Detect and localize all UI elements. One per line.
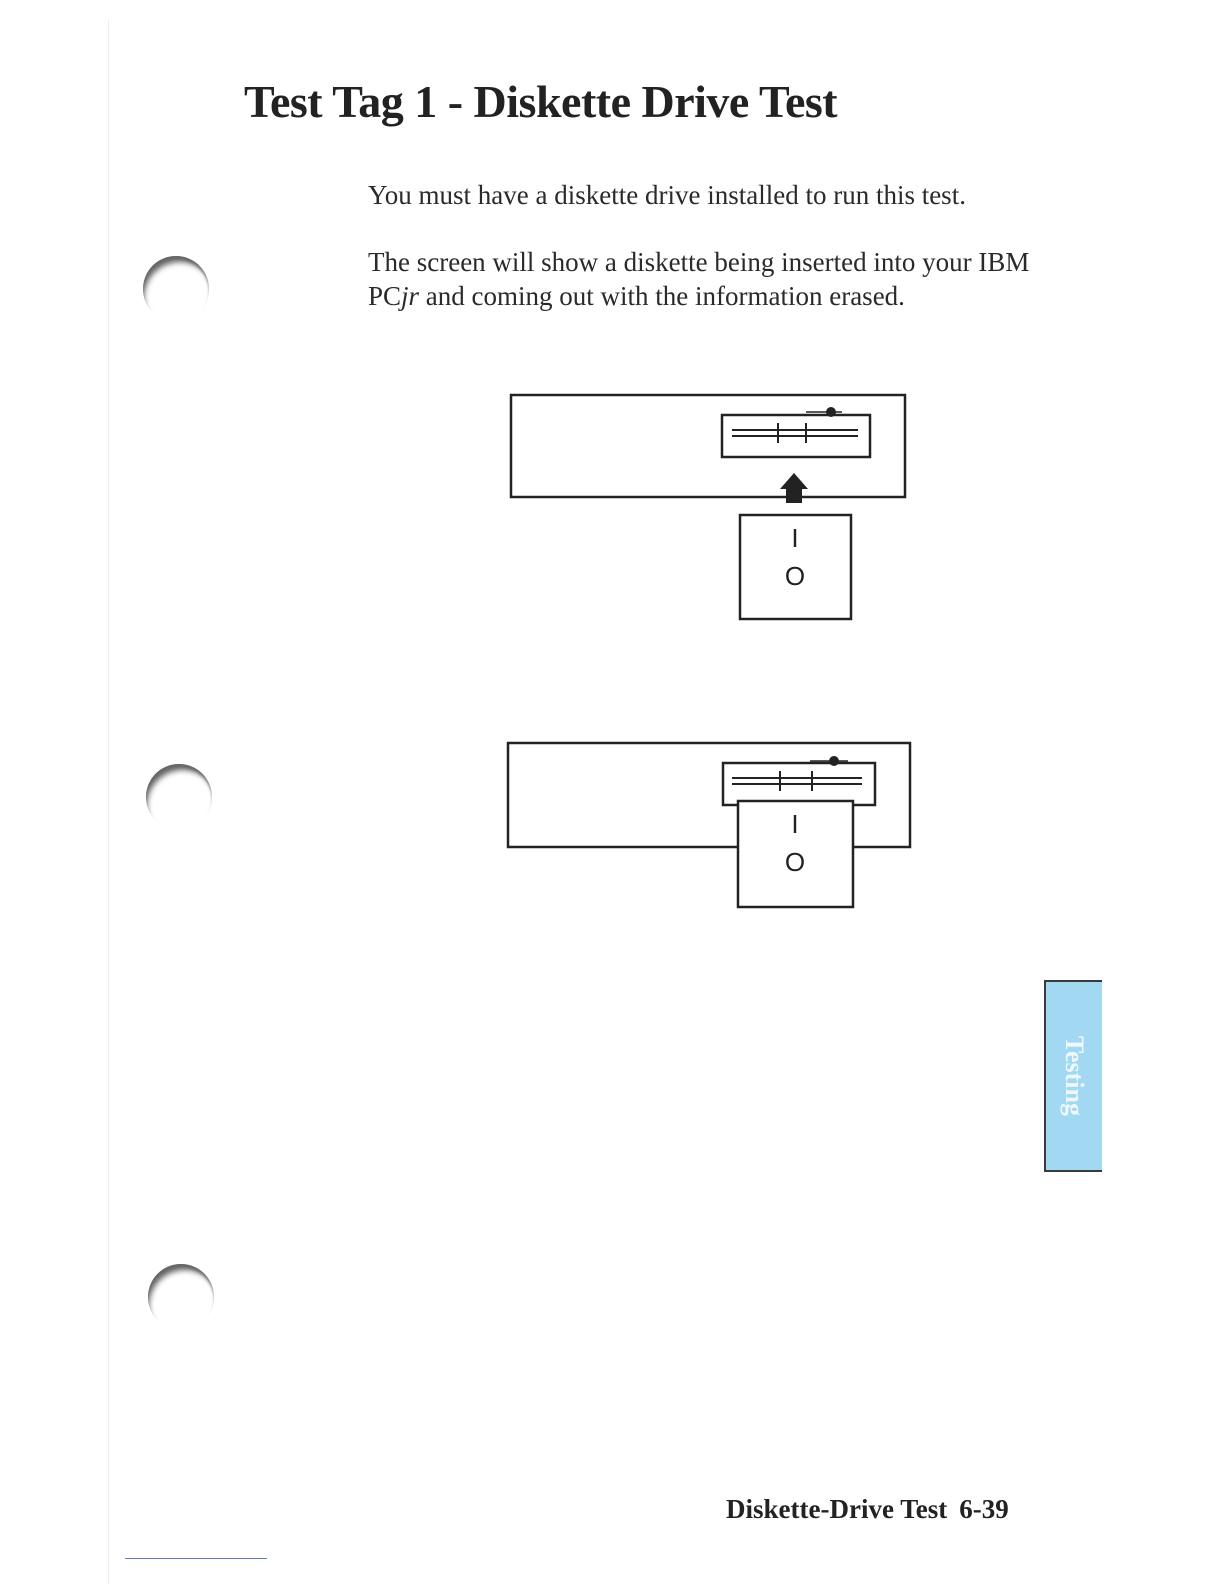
- description-text-end: and coming out with the information erased.: [419, 281, 905, 311]
- description-text-start: The screen will show a diskette being inserted into your IBM PC: [368, 247, 1030, 311]
- description-text-italic: jr: [401, 281, 420, 311]
- diskette-label-top: I: [791, 523, 799, 553]
- section-tab: [1044, 980, 1102, 1172]
- description-paragraph: [368, 245, 1068, 313]
- page-title: Test Tag 1 - Diskette Drive Test: [244, 76, 838, 127]
- diskette-label-top: I: [791, 809, 799, 839]
- diskette-eject-diagram: [500, 735, 920, 915]
- bottom-rule: [125, 1558, 267, 1559]
- diskette-label-bottom: O: [784, 561, 806, 591]
- drive-indicator-light: [829, 756, 839, 766]
- page-number: 6-39: [959, 1494, 1009, 1524]
- footer-section-title: Diskette-Drive Test: [726, 1494, 948, 1524]
- binder-hole: [143, 256, 209, 322]
- binder-hole: [148, 1264, 214, 1330]
- insert-arrow-icon: [780, 473, 808, 503]
- diskette-label-bottom: O: [784, 847, 806, 877]
- page-footer: [726, 1494, 1009, 1525]
- drive-indicator-light: [826, 407, 836, 417]
- binding-gutter-line: [108, 20, 109, 1584]
- binder-hole: [146, 764, 212, 830]
- drive-body: [511, 395, 905, 497]
- diskette-insert-diagram: [500, 385, 920, 630]
- requirement-paragraph: You must have a diskette drive installed to run this test.: [368, 180, 966, 210]
- section-tab-label: Testing: [1060, 1036, 1089, 1116]
